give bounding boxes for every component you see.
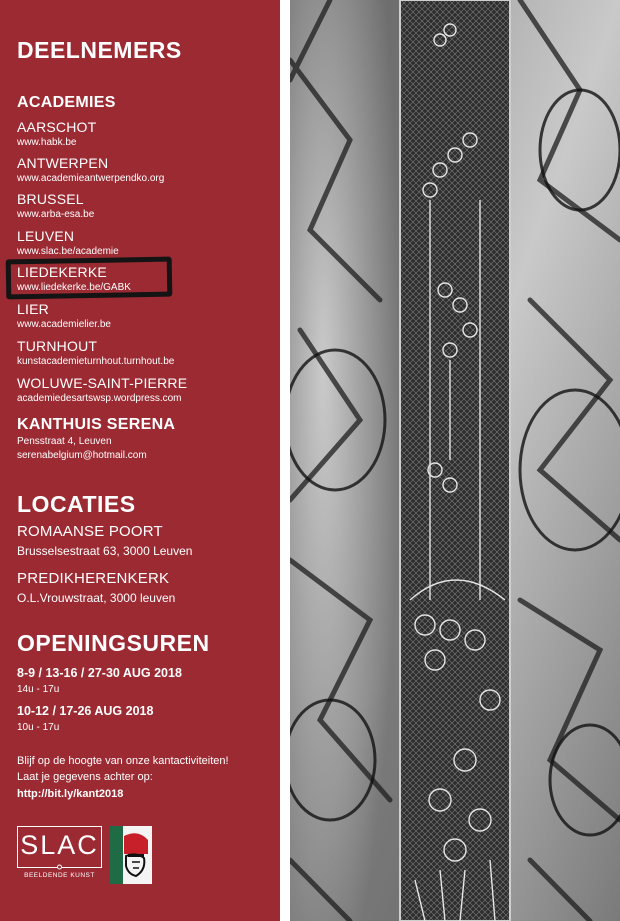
academy-aarschot-url[interactable]: www.habk.be xyxy=(17,137,77,148)
slac-logo-icon xyxy=(17,826,102,884)
divider xyxy=(280,0,290,921)
hours-heading: OPENINGSUREN xyxy=(17,630,210,656)
bobbin-lace-photo-icon xyxy=(290,0,620,921)
academy-turnhout: TURNHOUT xyxy=(17,338,98,354)
academy-lier: LIER xyxy=(17,301,49,317)
hours-time-2: 10u - 17u xyxy=(17,722,60,733)
academy-leuven-url[interactable]: www.slac.be/academie xyxy=(17,246,119,257)
academy-lier-url[interactable]: www.academielier.be xyxy=(17,319,111,330)
kanthuis-email[interactable]: serenabelgium@hotmail.com xyxy=(17,450,147,461)
info-panel xyxy=(0,0,280,921)
academy-antwerpen: ANTWERPEN xyxy=(17,155,109,171)
slac-logo-subtitle: BEELDENDE KUNST xyxy=(24,872,95,879)
locations-heading: LOCATIES xyxy=(17,491,136,517)
hours-time-1: 14u - 17u xyxy=(17,684,60,695)
hours-dates-1: 8-9 / 13-16 / 27-30 AUG 2018 xyxy=(17,666,182,680)
academy-turnhout-url[interactable]: kunstacademieturnhout.turnhout.be xyxy=(17,356,175,367)
footer-line-1: Blijf op de hoogte van onze kantactiviteiten! xyxy=(17,755,229,767)
academy-aarschot: AARSCHOT xyxy=(17,119,97,135)
kanthuis-serena-logo-icon xyxy=(110,826,152,884)
kanthuis-address: Pensstraat 4, Leuven xyxy=(17,436,112,447)
academy-brussel: BRUSSEL xyxy=(17,191,84,207)
academy-leuven: LEUVEN xyxy=(17,228,75,244)
location-romaanse-poort: ROMAANSE POORT xyxy=(17,523,163,540)
academy-antwerpen-url[interactable]: www.academieantwerpendko.org xyxy=(17,173,165,184)
participants-heading: DEELNEMERS xyxy=(17,37,182,63)
marker-highlight xyxy=(6,257,173,300)
location-predikherenkerk: PREDIKHERENKERK xyxy=(17,570,170,587)
academy-woluwe: WOLUWE-SAINT-PIERRE xyxy=(17,375,188,391)
slac-logo-word: SLAC xyxy=(20,830,99,860)
location-predikherenkerk-address: O.L.Vrouwstraat, 3000 leuven xyxy=(17,591,176,605)
hours-dates-2: 10-12 / 17-26 AUG 2018 xyxy=(17,704,154,718)
academy-liedekerke-url[interactable]: www.liedekerke.be/GABK xyxy=(17,282,131,293)
kanthuis-heading: KANTHUIS SERENA xyxy=(17,416,176,433)
academy-brussel-url[interactable]: www.arba-esa.be xyxy=(17,209,95,220)
academy-liedekerke: LIEDEKERKE xyxy=(17,264,107,280)
academy-woluwe-url[interactable]: academiedesartswsp.wordpress.com xyxy=(17,393,182,404)
location-romaanse-poort-address: Brusselsestraat 63, 3000 Leuven xyxy=(17,544,193,558)
footer-line-2: Laat je gegevens achter op: xyxy=(17,771,153,783)
footer-link[interactable]: http://bit.ly/kant2018 xyxy=(17,788,124,800)
academies-heading: ACADEMIES xyxy=(17,94,116,111)
